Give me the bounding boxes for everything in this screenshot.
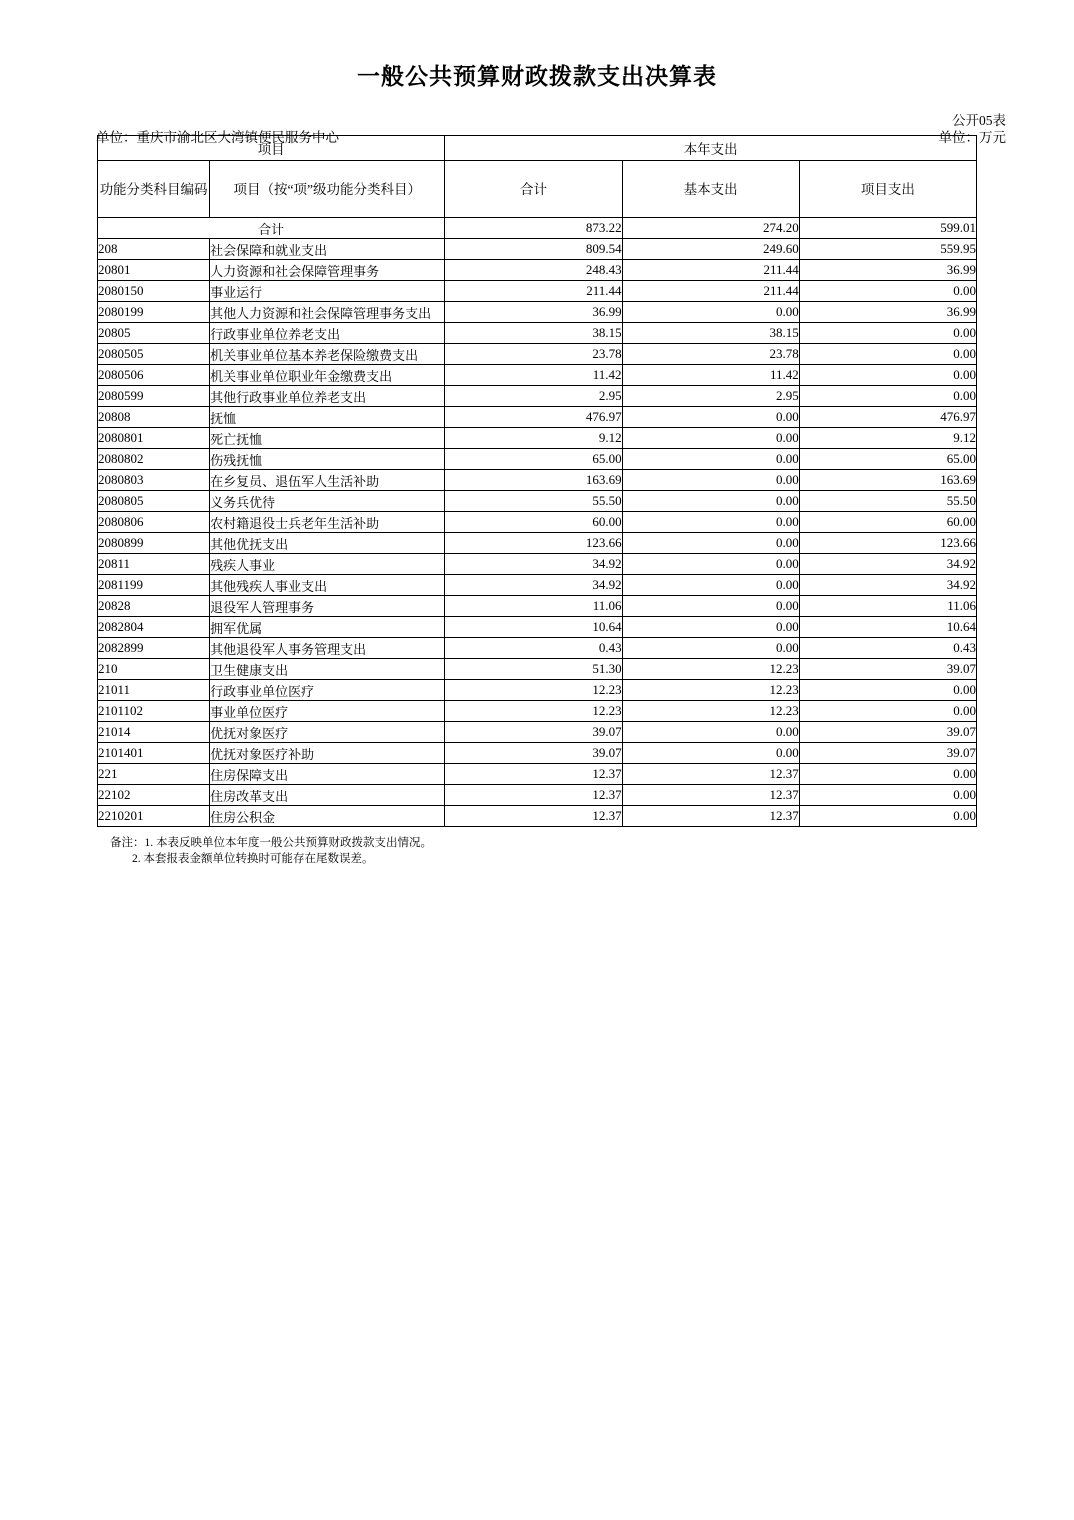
row-project: 0.00 [799,680,976,701]
table-row [98,407,977,428]
row-basic: 0.00 [622,575,799,596]
row-total: 9.12 [445,428,622,449]
header-group-year-expense: 本年支出 [445,136,977,161]
table-row [98,575,977,596]
row-total: 39.07 [445,722,622,743]
row-basic: 0.00 [622,512,799,533]
form-number: 公开05表 [952,113,1006,128]
page-title: 一般公共预算财政拨款支出决算表 [357,63,717,89]
table-row [98,680,977,701]
row-project: 9.12 [799,428,976,449]
row-total: 11.42 [445,365,622,386]
table-row [98,323,977,344]
table-row [98,596,977,617]
table-row [98,365,977,386]
row-project: 0.00 [799,323,976,344]
row-project: 0.00 [799,764,976,785]
row-code: 20801 [98,260,210,281]
row-name: 事业运行 [210,281,445,302]
table-row [98,701,977,722]
table-total-row [98,218,977,239]
row-name: 其他优抚支出 [210,533,445,554]
row-project: 55.50 [799,491,976,512]
row-total: 12.23 [445,701,622,722]
table-notes [110,835,432,867]
row-code: 2080899 [98,533,210,554]
table-row [98,638,977,659]
row-total: 55.50 [445,491,622,512]
table-row [98,260,977,281]
row-project: 0.00 [799,701,976,722]
row-code: 221 [98,764,210,785]
row-name: 机关事业单位基本养老保险缴费支出 [210,344,445,365]
row-basic: 0.00 [622,638,799,659]
row-total: 36.99 [445,302,622,323]
row-name: 行政事业单位医疗 [210,680,445,701]
row-code: 208 [98,239,210,260]
row-name: 住房改革支出 [210,785,445,806]
row-basic: 0.00 [622,554,799,575]
row-code: 22102 [98,785,210,806]
row-total: 39.07 [445,743,622,764]
row-name: 抚恤 [210,407,445,428]
budget-table-container [97,135,977,827]
row-basic: 2.95 [622,386,799,407]
table-body [98,218,977,827]
row-basic: 0.00 [622,470,799,491]
row-name: 其他退役军人事务管理支出 [210,638,445,659]
row-total: 34.92 [445,575,622,596]
row-total: 60.00 [445,512,622,533]
row-project: 163.69 [799,470,976,491]
row-basic: 0.00 [622,449,799,470]
row-total: 23.78 [445,344,622,365]
row-total: 163.69 [445,470,622,491]
table-row [98,764,977,785]
table-row [98,659,977,680]
row-basic: 0.00 [622,407,799,428]
row-total: 211.44 [445,281,622,302]
row-project: 36.99 [799,260,976,281]
row-name: 优抚对象医疗 [210,722,445,743]
row-basic: 0.00 [622,491,799,512]
row-project: 0.00 [799,344,976,365]
row-total: 65.00 [445,449,622,470]
table-row [98,491,977,512]
row-code: 2080805 [98,491,210,512]
row-name: 行政事业单位养老支出 [210,323,445,344]
row-code: 20811 [98,554,210,575]
row-name: 事业单位医疗 [210,701,445,722]
row-code: 2080806 [98,512,210,533]
total-row-total: 873.22 [445,218,622,239]
row-name: 社会保障和就业支出 [210,239,445,260]
header-col-name: 项目（按“项”级功能分类科目） [210,161,445,218]
row-project: 559.95 [799,239,976,260]
row-name: 拥军优属 [210,617,445,638]
row-name: 农村籍退役士兵老年生活补助 [210,512,445,533]
row-code: 2082899 [98,638,210,659]
row-basic: 23.78 [622,344,799,365]
table-row [98,722,977,743]
row-code: 20828 [98,596,210,617]
row-name: 人力资源和社会保障管理事务 [210,260,445,281]
row-name: 退役军人管理事务 [210,596,445,617]
table-row [98,785,977,806]
row-name: 其他人力资源和社会保障管理事务支出 [210,302,445,323]
row-total: 123.66 [445,533,622,554]
header-col-code: 功能分类科目编码 [98,161,210,218]
table-header-row [98,161,977,218]
row-project: 11.06 [799,596,976,617]
row-project: 36.99 [799,302,976,323]
budget-table [97,135,977,827]
row-name: 优抚对象医疗补助 [210,743,445,764]
row-project: 0.00 [799,386,976,407]
row-basic: 211.44 [622,281,799,302]
total-row-project: 599.01 [799,218,976,239]
row-basic: 12.37 [622,806,799,827]
total-row-basic: 274.20 [622,218,799,239]
row-basic: 0.00 [622,533,799,554]
row-project: 34.92 [799,554,976,575]
row-name: 其他残疾人事业支出 [210,575,445,596]
row-basic: 249.60 [622,239,799,260]
row-project: 39.07 [799,722,976,743]
row-code: 2082804 [98,617,210,638]
row-project: 0.00 [799,785,976,806]
row-code: 2081199 [98,575,210,596]
row-name: 住房公积金 [210,806,445,827]
row-total: 38.15 [445,323,622,344]
row-project: 39.07 [799,743,976,764]
row-basic: 0.00 [622,302,799,323]
row-project: 10.64 [799,617,976,638]
row-total: 10.64 [445,617,622,638]
table-row [98,470,977,491]
row-name: 其他行政事业单位养老支出 [210,386,445,407]
row-total: 248.43 [445,260,622,281]
row-project: 65.00 [799,449,976,470]
table-row [98,386,977,407]
table-row [98,449,977,470]
row-name: 死亡抚恤 [210,428,445,449]
row-name: 机关事业单位职业年金缴费支出 [210,365,445,386]
row-project: 34.92 [799,575,976,596]
note-line-2: 2. 本套报表金额单位转换时可能存在尾数误差。 [132,853,374,865]
row-total: 11.06 [445,596,622,617]
row-project: 123.66 [799,533,976,554]
row-code: 2080199 [98,302,210,323]
row-basic: 0.00 [622,743,799,764]
row-code: 2080506 [98,365,210,386]
row-name: 住房保障支出 [210,764,445,785]
row-name: 残疾人事业 [210,554,445,575]
row-basic: 12.23 [622,680,799,701]
row-total: 51.30 [445,659,622,680]
row-total: 2.95 [445,386,622,407]
table-row [98,281,977,302]
row-name: 在乡复员、退伍军人生活补助 [210,470,445,491]
row-total: 34.92 [445,554,622,575]
table-header-group-row [98,136,977,161]
row-project: 60.00 [799,512,976,533]
row-basic: 0.00 [622,617,799,638]
row-code: 20805 [98,323,210,344]
table-row [98,344,977,365]
total-row-label: 合计 [98,218,445,239]
table-row [98,239,977,260]
row-code: 2080150 [98,281,210,302]
row-project: 0.00 [799,806,976,827]
note-line-1: 备注：1. 本表反映单位本年度一般公共预算财政拨款支出情况。 [110,837,432,849]
row-total: 476.97 [445,407,622,428]
row-code: 2080505 [98,344,210,365]
row-code: 210 [98,659,210,680]
row-basic: 0.00 [622,596,799,617]
row-project: 39.07 [799,659,976,680]
document-meta [0,109,1074,145]
row-project: 0.00 [799,281,976,302]
row-basic: 0.00 [622,428,799,449]
row-total: 12.37 [445,785,622,806]
row-total: 12.23 [445,680,622,701]
header-col-basic: 基本支出 [622,161,799,218]
row-code: 21014 [98,722,210,743]
table-row [98,428,977,449]
currency-unit: 单位：万元 [938,130,1006,145]
row-basic: 12.37 [622,764,799,785]
row-basic: 12.23 [622,659,799,680]
table-row [98,743,977,764]
row-basic: 38.15 [622,323,799,344]
header-col-project: 项目支出 [799,161,976,218]
header-group-project: 项目 [98,136,445,161]
table-row [98,302,977,323]
row-code: 2080801 [98,428,210,449]
row-project: 0.43 [799,638,976,659]
row-project: 476.97 [799,407,976,428]
row-code: 2210201 [98,806,210,827]
table-row [98,806,977,827]
row-code: 2080599 [98,386,210,407]
row-total: 0.43 [445,638,622,659]
row-name: 伤残抚恤 [210,449,445,470]
row-code: 2080803 [98,470,210,491]
row-code: 20808 [98,407,210,428]
row-basic: 12.37 [622,785,799,806]
table-row [98,617,977,638]
row-code: 21011 [98,680,210,701]
row-basic: 12.23 [622,701,799,722]
row-total: 809.54 [445,239,622,260]
header-col-total: 合计 [445,161,622,218]
row-basic: 211.44 [622,260,799,281]
table-row [98,533,977,554]
row-basic: 0.00 [622,722,799,743]
table-row [98,554,977,575]
row-basic: 11.42 [622,365,799,386]
row-code: 2101102 [98,701,210,722]
row-total: 12.37 [445,764,622,785]
row-name: 义务兵优待 [210,491,445,512]
row-project: 0.00 [799,365,976,386]
unit-name: 单位：重庆市渝北区大湾镇便民服务中心 [96,130,339,145]
row-code: 2080802 [98,449,210,470]
row-code: 2101401 [98,743,210,764]
row-total: 12.37 [445,806,622,827]
table-row [98,512,977,533]
row-name: 卫生健康支出 [210,659,445,680]
